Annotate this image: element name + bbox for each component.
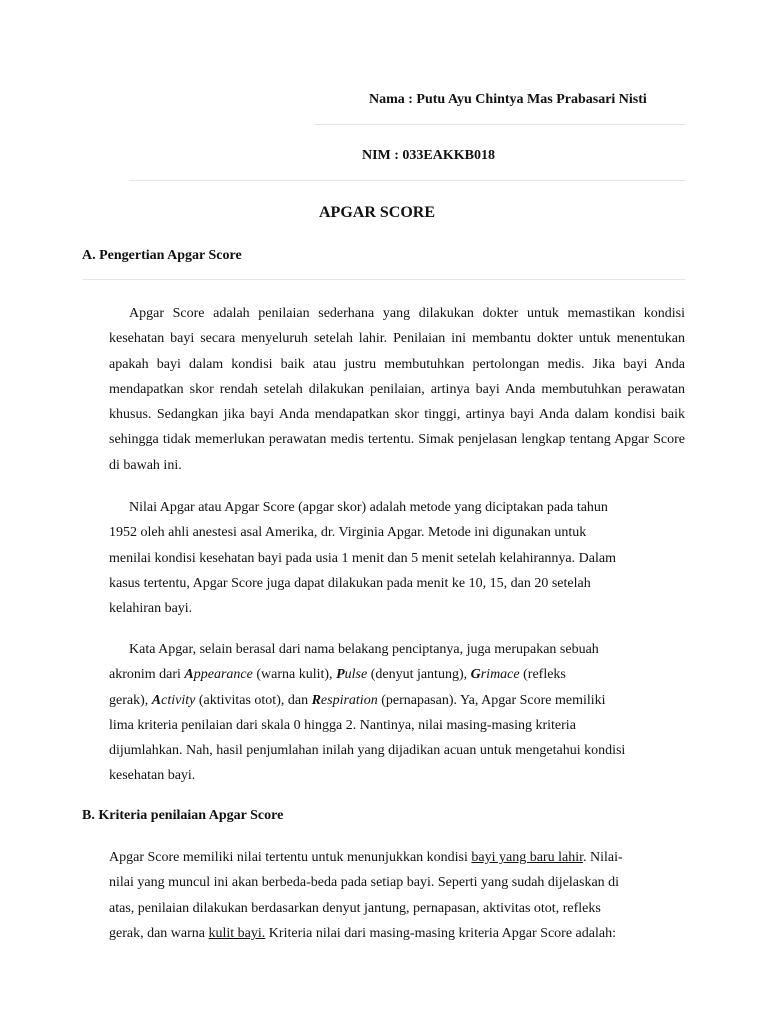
acronym-letter: R bbox=[311, 692, 321, 708]
text-run: (pernapasan). Ya, Apgar Score memiliki bbox=[377, 692, 606, 708]
section-a-heading: A. Pengertian Apgar Score bbox=[82, 248, 242, 263]
text-run: (denyut jantung), bbox=[367, 667, 471, 683]
text-run: (aktivitas otot), dan bbox=[195, 692, 312, 708]
text-line: kelahiran bayi. bbox=[109, 601, 193, 617]
text-line bbox=[109, 662, 685, 687]
acronym-letter: A bbox=[151, 692, 162, 708]
document-title: APGAR SCORE bbox=[319, 204, 436, 221]
text-line bbox=[109, 845, 685, 870]
link-bayi-baru-lahir[interactable]: bayi yang baru lahir bbox=[471, 850, 583, 865]
divider bbox=[314, 124, 686, 125]
text-line: menilai kondisi kesehatan bayi pada usia 1 menit dan 5 menit setelah kelahirannya. Dalam bbox=[109, 550, 616, 566]
acronym-word: rimace bbox=[480, 667, 520, 683]
text-run: Kriteria nilai dari masing-masing kriteria Apgar Score adalah: bbox=[265, 925, 616, 941]
student-nim: NIM : 033EAKKB018 bbox=[362, 148, 495, 163]
section-a-paragraph-1: Apgar Score adalah penilaian sederhana yang dilakukan dokter untuk memastikan kondisi kesehatan bayi secara menyeluruh setelah lahir. Penilaian ini membantu dokter untuk menentukan apakah bayi dalam kondisi baik atau justru membutuhkan pertolongan medis. Jika bayi Anda mendapatkan skor rendah setelah dilakukan penilaian, artinya bayi Anda membutuhkan perawatan khusus. Sedangkan jika bayi Anda mendapatkan skor tinggi, artinya bayi Anda dalam kondisi baik sehingga tidak memerlukan perawatan medis tertentu. Simak penjelasan lengkap tentang Apgar Score di bawah ini. bbox=[109, 306, 685, 473]
text-line: kasus tertentu, Apgar Score juga dapat dilakukan pada menit ke 10, 15, dan 20 setelah bbox=[109, 575, 591, 591]
text-run: . Nilai- bbox=[582, 850, 623, 865]
text-line bbox=[109, 921, 685, 946]
text-run: gerak, dan warna bbox=[109, 925, 209, 941]
text-line: 1952 oleh ahli anestesi asal Amerika, dr. Virginia Apgar. Metode ini digunakan untuk bbox=[109, 525, 587, 541]
text-line: atas, penilaian dilakukan berdasarkan denyut jantung, pernapasan, aktivitas otot, refleks bbox=[109, 900, 601, 916]
link-kulit-bayi[interactable]: kulit bayi. bbox=[208, 925, 266, 941]
section-a-paragraph-3 bbox=[109, 637, 685, 789]
acronym-letter: P bbox=[336, 667, 345, 683]
acronym-letter: G bbox=[470, 667, 481, 683]
text-line bbox=[109, 688, 685, 713]
section-b-paragraph-1 bbox=[109, 845, 685, 946]
text-line: Kata Apgar, selain berasal dari nama belakang penciptanya, juga merupakan sebuah bbox=[129, 642, 599, 657]
text-line: kesehatan bayi. bbox=[109, 768, 196, 784]
divider bbox=[82, 279, 686, 280]
text-run: gerak), bbox=[109, 692, 152, 708]
acronym-word: ctivity bbox=[161, 692, 196, 708]
text-run: (warna kulit), bbox=[252, 667, 337, 683]
acronym-word: ulse bbox=[344, 667, 368, 683]
text-run: (refleks bbox=[519, 667, 566, 683]
text-line: dijumlahkan. Nah, hasil penjumlahan inilah yang dijadikan acuan untuk mengetahui kondisi bbox=[109, 743, 626, 759]
acronym-word: ppearance bbox=[193, 667, 253, 683]
text-run: akronim dari bbox=[109, 667, 185, 683]
acronym-word: espiration bbox=[320, 692, 378, 708]
text-run: Apgar Score memiliki nilai tertentu untuk menunjukkan kondisi bbox=[109, 850, 472, 865]
text-line: lima kriteria penilaian dari skala 0 hingga 2. Nantinya, nilai masing-masing kriteria bbox=[109, 717, 576, 733]
divider bbox=[129, 180, 686, 181]
acronym-letter: A bbox=[184, 667, 194, 683]
student-name: Nama : Putu Ayu Chintya Mas Prabasari Nisti bbox=[369, 92, 647, 107]
text-line: Nilai Apgar atau Apgar Score (apgar skor) adalah metode yang diciptakan pada tahun bbox=[129, 500, 608, 515]
text-line: nilai yang muncul ini akan berbeda-beda pada setiap bayi. Seperti yang sudah dijelaskan di bbox=[109, 875, 620, 891]
section-a-paragraph-2 bbox=[109, 495, 685, 621]
section-b-heading: B. Kriteria penilaian Apgar Score bbox=[82, 808, 284, 823]
